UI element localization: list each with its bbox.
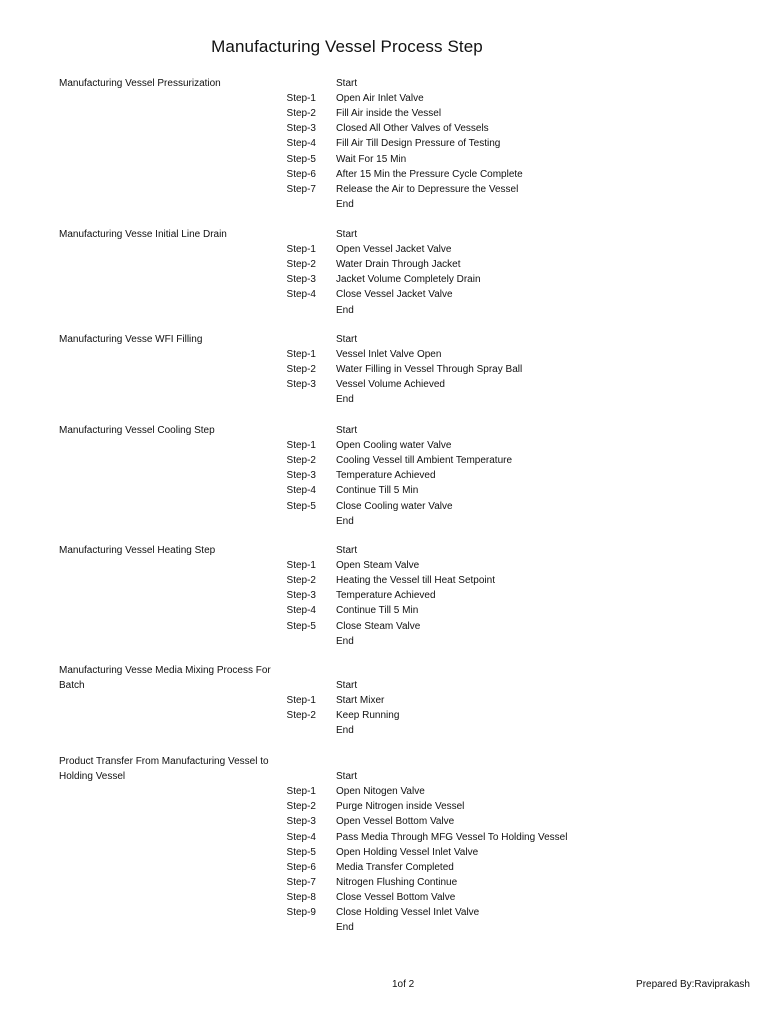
step-number: Step-3 <box>286 123 316 135</box>
step-row <box>0 362 768 377</box>
end-row <box>0 197 768 212</box>
step-row <box>0 287 768 302</box>
step-description: Close Vessel Bottom Valve <box>336 891 456 903</box>
step-description: Water Filling in Vessel Through Spray Ball <box>336 364 523 376</box>
step-number: Step-1 <box>286 244 316 256</box>
step-number: Step-2 <box>286 455 316 467</box>
step-row <box>0 499 768 514</box>
start-label: Start <box>336 545 358 556</box>
step-number: Step-6 <box>286 861 316 873</box>
step-number: Step-3 <box>286 470 316 482</box>
step-row <box>0 784 768 799</box>
step-number: Step-5 <box>286 500 316 512</box>
start-label: Start <box>336 78 358 89</box>
step-number: Step-4 <box>286 831 316 843</box>
step-row <box>0 438 768 453</box>
step-number: Step-7 <box>286 876 316 888</box>
step-row <box>0 860 768 875</box>
step-number: Step-2 <box>286 801 316 813</box>
step-row <box>0 558 768 573</box>
step-row <box>0 468 768 483</box>
step-row <box>0 708 768 723</box>
section-title: Manufacturing Vesse WFI Filling <box>59 334 203 345</box>
step-description: Temperature Achieved <box>336 590 436 602</box>
step-number: Step-2 <box>286 364 316 376</box>
step-row <box>0 603 768 618</box>
step-row <box>0 182 768 197</box>
start-label: Start <box>336 771 358 783</box>
step-number: Step-7 <box>286 183 316 195</box>
step-description: Fill Air inside the Vessel <box>336 108 442 120</box>
step-number: Step-5 <box>286 846 316 858</box>
step-number: Step-1 <box>286 93 316 105</box>
step-description: Nitrogen Flushing Continue <box>336 876 458 888</box>
step-number: Step-5 <box>286 153 316 165</box>
step-number: Step-1 <box>286 695 316 707</box>
end-row <box>0 723 768 738</box>
step-row <box>0 136 768 151</box>
end-row <box>0 303 768 318</box>
step-description: Start Mixer <box>336 695 385 707</box>
step-row <box>0 91 768 106</box>
step-description: Wait For 15 Min <box>336 153 407 165</box>
step-description: Open Cooling water Valve <box>336 440 452 452</box>
step-description: Open Air Inlet Valve <box>336 93 424 105</box>
prepared-by: Prepared By:Raviprakash <box>636 979 750 990</box>
step-number: Step-1 <box>286 786 316 798</box>
step-row <box>0 619 768 634</box>
step-row <box>0 167 768 182</box>
step-description: Open Vessel Jacket Valve <box>336 244 452 256</box>
start-row <box>0 543 768 558</box>
start-row <box>0 76 768 91</box>
step-description: Open Vessel Bottom Valve <box>336 816 455 828</box>
step-row <box>0 573 768 588</box>
step-description: Continue Till 5 Min <box>336 605 419 617</box>
end-label: End <box>336 394 354 406</box>
end-label: End <box>336 304 354 316</box>
step-description: Media Transfer Completed <box>336 861 454 873</box>
section-title: Manufacturing Vessel Heating Step <box>59 545 216 556</box>
step-description: Open Steam Valve <box>336 560 420 572</box>
step-description: Heating the Vessel till Heat Setpoint <box>336 575 495 587</box>
step-row <box>0 814 768 829</box>
step-description: Cooling Vessel till Ambient Temperature <box>336 455 513 467</box>
step-row <box>0 830 768 845</box>
section-title: Manufacturing Vesse Initial Line Drain <box>59 229 227 240</box>
step-row <box>0 588 768 603</box>
end-row <box>0 514 768 529</box>
start-label: Start <box>336 334 358 345</box>
step-number: Step-3 <box>286 379 316 391</box>
step-description: Release the Air to Depressure the Vessel <box>336 183 519 195</box>
step-number: Step-9 <box>286 907 316 918</box>
step-row <box>0 121 768 136</box>
start-label: Start <box>336 229 358 240</box>
section-title: Product Transfer From Manufacturing Vessel to Holding Vessel <box>59 756 269 783</box>
step-number: Step-1 <box>286 440 316 452</box>
end-row <box>0 392 768 407</box>
step-row <box>0 693 768 708</box>
step-row <box>0 453 768 468</box>
step-description: After 15 Min the Pressure Cycle Complete <box>336 168 523 180</box>
step-number: Step-4 <box>286 138 316 150</box>
step-row <box>0 799 768 814</box>
step-description: Keep Running <box>336 710 400 722</box>
step-number: Step-1 <box>286 349 316 361</box>
step-description: Water Drain Through Jacket <box>336 259 461 271</box>
step-number: Step-4 <box>286 605 316 617</box>
step-number: Step-2 <box>286 575 316 587</box>
start-row <box>0 332 768 347</box>
step-description: Close Steam Valve <box>336 620 421 632</box>
end-label: End <box>336 635 354 647</box>
start-row <box>0 227 768 242</box>
step-description: Open Nitogen Valve <box>336 786 425 798</box>
step-number: Step-3 <box>286 274 316 286</box>
step-description: Closed All Other Valves of Vessels <box>336 123 489 135</box>
step-description: Pass Media Through MFG Vessel To Holding Vessel <box>336 831 568 843</box>
step-number: Step-3 <box>286 816 316 828</box>
start-label: Start <box>336 680 358 692</box>
step-row <box>0 152 768 167</box>
section-title: Manufacturing Vesse Media Mixing Process For Batch <box>59 665 271 692</box>
step-description: Temperature Achieved <box>336 470 436 482</box>
step-description: Close Cooling water Valve <box>336 500 453 512</box>
step-description: Close Vessel Jacket Valve <box>336 289 453 301</box>
end-row <box>0 634 768 649</box>
step-description: Open Holding Vessel Inlet Valve <box>336 846 479 858</box>
step-row <box>0 890 768 905</box>
end-label: End <box>336 725 354 737</box>
step-row <box>0 106 768 121</box>
step-number: Step-8 <box>286 891 316 903</box>
document-title: Manufacturing Vessel Process Step <box>211 37 483 56</box>
step-number: Step-4 <box>286 485 316 497</box>
step-row <box>0 905 768 920</box>
page-number: 1of 2 <box>392 979 415 990</box>
step-description: Continue Till 5 Min <box>336 485 419 497</box>
step-number: Step-2 <box>286 108 316 120</box>
step-description: Close Holding Vessel Inlet Valve <box>336 907 480 918</box>
end-label: End <box>336 515 354 527</box>
step-number: Step-2 <box>286 259 316 271</box>
step-row <box>0 257 768 272</box>
start-row <box>0 678 768 693</box>
step-row <box>0 242 768 257</box>
step-number: Step-5 <box>286 620 316 632</box>
end-label: End <box>336 198 354 210</box>
step-number: Step-6 <box>286 168 316 180</box>
step-description: Vessel Inlet Valve Open <box>336 349 442 361</box>
start-row <box>0 423 768 438</box>
step-row <box>0 875 768 890</box>
section-title: Manufacturing Vessel Cooling Step <box>59 425 215 436</box>
step-description: Fill Air Till Design Pressure of Testing <box>336 138 501 150</box>
end-row <box>0 920 768 935</box>
step-row <box>0 347 768 362</box>
step-description: Purge Nitrogen inside Vessel <box>336 801 465 813</box>
step-row <box>0 272 768 287</box>
step-number: Step-2 <box>286 710 316 722</box>
step-row <box>0 377 768 392</box>
step-number: Step-3 <box>286 590 316 602</box>
start-label: Start <box>336 425 358 436</box>
step-number: Step-4 <box>286 289 316 301</box>
step-description: Vessel Volume Achieved <box>336 379 445 391</box>
step-row <box>0 845 768 860</box>
start-row <box>0 769 768 784</box>
end-label: End <box>336 922 354 934</box>
step-number: Step-1 <box>286 560 316 572</box>
step-description: Jacket Volume Completely Drain <box>336 274 481 286</box>
section-title: Manufacturing Vessel Pressurization <box>59 78 221 89</box>
step-row <box>0 483 768 498</box>
